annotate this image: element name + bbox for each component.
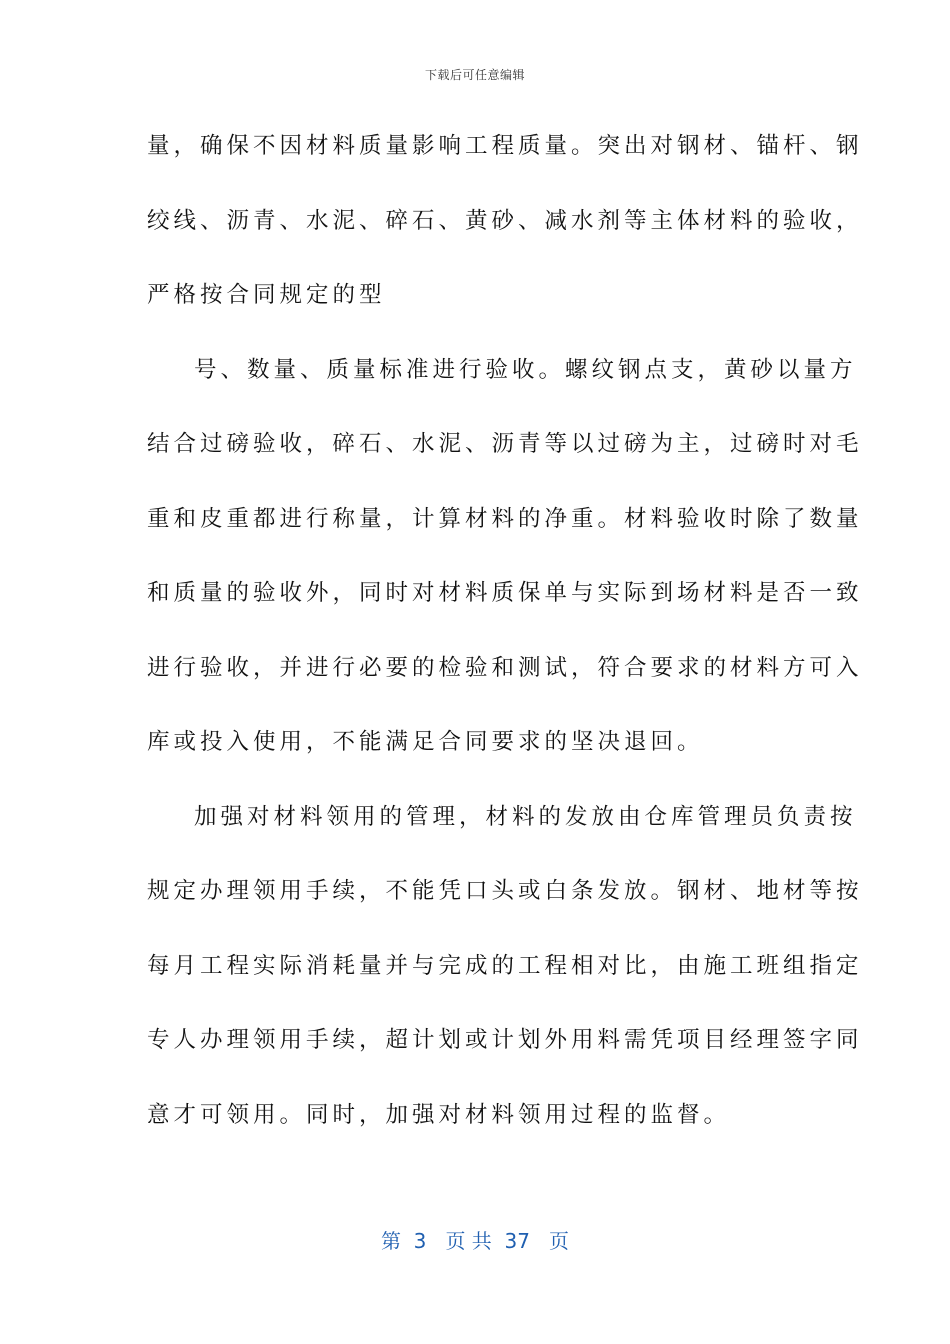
text-line: 绞线、沥青、水泥、碎石、黄砂、减水剂等主体材料的验收， (147, 207, 863, 234)
text-line: 专人办理领用手续，超计划或计划外用料需凭项目经理签字同 (147, 1027, 863, 1053)
text-line: 和质量的验收外，同时对材料质保单与实际到场材料是否一致 (147, 580, 863, 606)
page-header: 下载后可任意编辑 (424, 68, 525, 82)
text-line: 意才可领用。同时，加强对材料领用过程的监督。 (147, 1101, 731, 1128)
text-line: 库或投入使用，不能满足合同要求的坚决退回。 (147, 729, 704, 755)
text-line: 结合过磅验收，碎石、水泥、沥青等以过磅为主，过磅时对毛 (147, 431, 863, 457)
text-line: 每月工程实际消耗量并与完成的工程相对比，由施工班组指定 (147, 952, 863, 979)
page-number-footer: 第 3 页 共 37 页 (380, 1229, 570, 1253)
document-body (147, 118, 863, 1161)
text-line: 量，确保不因材料质量影响工程质量。突出对钢材、锚杆、钢 (147, 133, 863, 159)
paragraph-first-line: 号、数量、质量标准进行验收。螺纹钢点支，黄砂以量方 (194, 356, 857, 383)
text-line: 规定办理领用手续，不能凭口头或白条发放。钢材、地材等按 (147, 878, 863, 904)
text-line: 进行验收，并进行必要的检验和测试，符合要求的材料方可入 (147, 654, 863, 681)
text-line: 严格按合同规定的型 (147, 282, 386, 308)
paragraph-first-line: 加强对材料领用的管理，材料的发放由仓库管理员负责按 (194, 803, 857, 830)
text-line: 重和皮重都进行称量，计算材料的净重。材料验收时除了数量 (147, 505, 863, 532)
